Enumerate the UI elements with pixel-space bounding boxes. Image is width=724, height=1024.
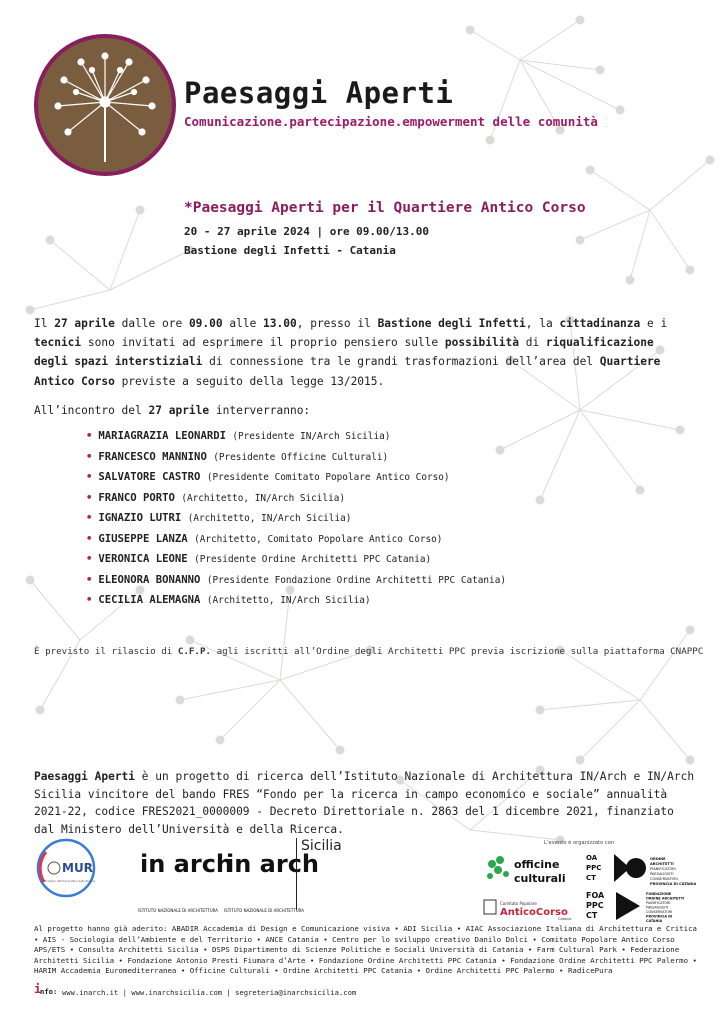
heading-text: All’incontro del [34,404,149,417]
speaker-name: VERONICA LEONE [98,553,188,565]
oa-desc-3: PIANIFICATORI [650,867,676,871]
inarch-text: in arch [226,850,320,878]
bullet-icon: • [86,471,93,483]
cfp-text: agli iscritti all’Ordine degli Architetti PPC previa iscrizione sulla piattaforma CNAPPC [211,646,704,657]
culturali-text: culturali [514,872,566,885]
speaker-role: (Architetto, IN/Arch Sicilia) [187,513,352,524]
speaker-name: CECILIA ALEMAGNA [98,594,201,606]
foa-desc-7: CATANIA [646,919,663,923]
inarch-subtext: ISTITUTO NAZIONALE DI ARCHITETTURA [224,908,305,913]
event-title: *Paesaggi Aperti per il Quartiere Antico Corso [184,200,586,216]
intro-text: sono invitati ad esprimere il proprio pensiero sulle [81,336,445,350]
foa-desc-2: ORDINE ARCHITETTI [646,896,685,901]
foa-ppc-text: PPC [586,901,604,910]
bullet-icon: • [86,594,93,606]
oa-desc-1: ORDINE [650,857,666,861]
inarch-subtext: ISTITUTO NAZIONALE DI ARCHITETTURA [138,908,219,913]
officine-culturali-logo [484,850,580,890]
info-icon: i [34,982,42,996]
speaker-name: GIUSEPPE LANZA [98,532,188,545]
foa-desc-4: PAESAGGISTI [646,905,669,910]
heading-date: 27 aprile [148,404,210,417]
foa-desc-6: PROVINCIA DI [646,914,673,919]
speaker-role: (Architetto, Comitato Popolare Antico Corso) [194,533,443,545]
intro-bold: Quartiere Antico Corso [34,355,661,388]
speaker-name: FRANCESCO MANNINO [98,450,207,463]
intro-bold: Bastione degli Infetti [377,317,526,330]
cfp-bold: C.F.P. [177,646,212,657]
cfp-note [34,646,703,657]
speaker-role: (Architetto, IN/Arch Sicilia) [181,492,346,504]
intro-text: Il [34,317,55,330]
list-item [86,488,506,509]
anticocorso-post: Catania [558,917,572,921]
intro-text: di [518,336,546,350]
list-item [86,467,506,488]
event-dates: 20 - 27 aprile 2024 | ore 09.00/13.00 [184,225,430,238]
heading-text: interverranno: [209,404,311,417]
intro-text: previste a seguito della legge 13/2015. [114,374,385,388]
oa-desc-6: PROVINCIA DI CATANIA [650,882,697,886]
intro-text: alle [222,317,264,330]
anticocorso-logo [482,896,578,922]
intro-bold: 13.00 [263,317,297,330]
intro-bold: 27 aprile [54,317,115,330]
list-item [86,549,506,570]
intro-text: , la [525,317,560,330]
cfp-text: È previsto il rilascio di [34,646,178,657]
list-item [86,570,506,591]
oa-ct-text: CT [586,874,596,882]
event-details [184,222,429,260]
speaker-list [86,426,506,611]
anticocorso-text: AnticoCorso [500,907,568,918]
oa-desc-4: PAESAGGISTI [650,872,674,876]
bullet-icon: • [86,553,93,565]
foa-ppc-ct-logo [584,888,694,924]
intro-bold: 09.00 [188,317,223,330]
intro-bold: tecnici [34,336,82,350]
organized-with-label: L’evento è organizzato con [544,840,615,846]
mur-logo [34,838,98,902]
page-subtitle: Comunicazione.partecipazione.empowerment delle comunità [184,114,598,129]
foa-desc-1: FONDAZIONE [646,892,672,896]
info-label: nfo: [40,987,58,996]
inarch-logo [134,842,234,922]
contacts-line[interactable]: www.inarch.it | www.inarchsicilia.com | segreteria@inarchsicilia.com [62,988,357,997]
list-item [86,426,506,447]
foa-ct-text: CT [586,911,598,920]
inarch-text: in arch [140,850,234,878]
bullet-icon: • [86,532,93,545]
list-item [86,590,506,611]
anticocorso-pre: Comitato Popolare [500,901,537,906]
bullet-icon: • [86,430,93,442]
speaker-name: FRANCO PORTO [98,491,175,504]
oa-ppc-text: PPC [586,864,602,872]
inarch-sicilia-logo [220,842,320,922]
oa-desc-5: CONSERVATORI [650,877,678,881]
speaker-name: SALVATORE CASTRO [98,471,201,483]
intro-paragraph [34,314,694,391]
bullet-icon: • [86,491,93,504]
speaker-role: (Architetto, IN/Arch Sicilia) [206,595,371,606]
project-name: Paesaggi Aperti [34,770,136,783]
mur-subtext: Ministero dell'Università e della Ricerca [44,880,96,883]
speaker-role: (Presidente Ordine Architetti PPC Catania) [194,554,432,565]
page-title: Paesaggi Aperti [184,76,454,110]
event-place: Bastione degli Infetti - Catania [184,244,396,257]
list-item [86,529,506,550]
oa-desc-2: ARCHITETTI [650,862,674,866]
attendees-heading [34,404,310,417]
speaker-name: IGNAZIO LUTRI [98,512,182,524]
intro-bold: possibilità [444,336,519,350]
intro-text: dalle ore [114,317,189,330]
bullet-icon: • [86,450,93,463]
bullet-icon: • [86,512,93,524]
foa-desc-5: CONSERVATORI [646,910,673,914]
speaker-role: (Presidente Officine Culturali) [213,451,389,463]
bullet-icon: • [86,573,93,586]
intro-bold: cittadinanza [559,317,641,330]
sicilia-label: Sicilia [296,838,342,910]
mur-text: MUR [62,861,93,875]
project-text: è un progetto di ricerca dell’Istituto Nazionale di Architettura IN/Arch e IN/Arch Sicilia vincitore del bando FRES “Fondo per la ricerca in campo economico e sociale” annualità 2021-22, codice FRES2021_0000009 - Decreto Direttoriale n. 2863 del 1 dicembre 2021, finanziato dal Ministero dell’Università e della Ricerca. [34,770,695,836]
speaker-role: (Presidente Comitato Popolare Antico Corso) [206,472,450,483]
speaker-role: (Presidente Fondazione Ordine Architetti PPC Catania) [206,574,506,586]
foa-desc-3: PIANIFICATORI [646,901,671,905]
intro-text: , presso il [296,317,378,330]
intro-text: e i [640,317,668,330]
speaker-name: MARIAGRAZIA LEONARDI [98,430,226,442]
project-description [34,768,700,838]
oa-ppc-ct-logo [584,848,697,888]
speaker-role: (Presidente IN/Arch Sicilia) [232,431,391,442]
intro-text: di connessione tra le grandi trasformazioni dell’area del [202,355,600,369]
adherents-list: Al progetto hanno già aderito: ABADIR Accademia di Design e Comunicazione visiva • ADI Sicilia • AIAC Associazione Italiana di Architettura e Critica • AIS - Sociologia dell’Ambiente e del Territorio • ANCE Catania • Centro per lo sviluppo creativo Danilo Dolci • Comitato Popolare Antico Corso APS/ETS • Consulta Architetti Sicilia • DSPS Dipartimento di Scienze Politiche e Sociali Università di Catania • Farm Cultural Park • Federazione Architetti Sicilia • Fondazione Antonio Presti Fiumara d’Arte • Fondazione Ordine Architetti PPC Catania • Fondazione Ordine Architetti PPC Palermo • HARIM Accademia Euromediterranea • Officine Culturali • Ordine Architetti PPC Catania • Ordine Architetti PPC Palermo • RadicePura [34,924,697,976]
paesaggi-aperti-logo [34,34,176,176]
speaker-name: ELEONORA BONANNO [98,573,201,586]
officine-text: officine [514,858,560,871]
list-item [86,447,506,468]
partner-logos [34,838,697,923]
intro-bold: riqualificazione degli spazi interstiziali [34,336,654,369]
oa-text: OA [586,854,598,862]
list-item [86,508,506,529]
foa-text: FOA [586,891,605,900]
